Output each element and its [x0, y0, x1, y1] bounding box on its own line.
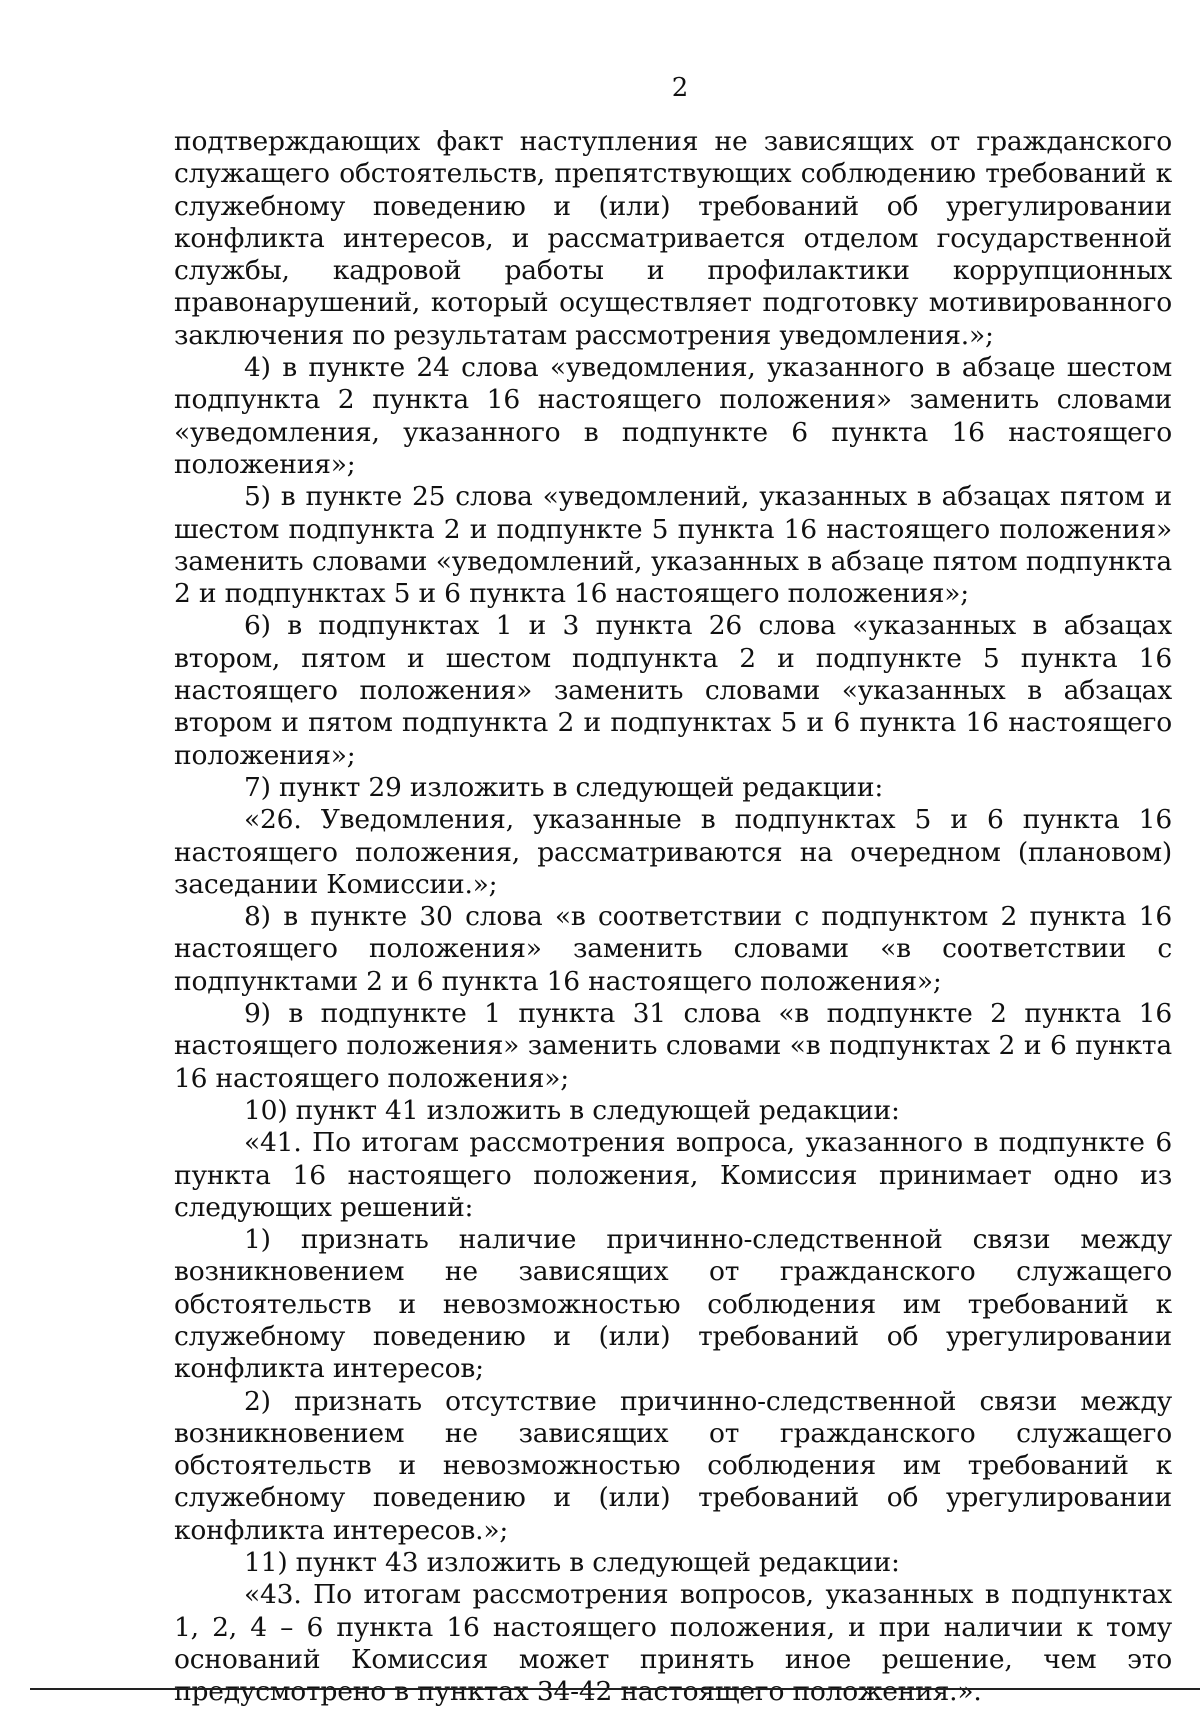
paragraph-item-10: 10) пункт 41 изложить в следующей редакции: [244, 1094, 900, 1126]
paragraph-item-9: 9) в подпункте 1 пункта 31 слова «в подпункте 2 пункта 16 настоящего положения» заменить словами «в подпунктах 2 и 6 пункта 16 настоящего положения»; [174, 998, 1172, 1094]
page-number: 2 [671, 73, 689, 103]
paragraph-quote-26: «26. Уведомления, указанные в подпунктах 5 и 6 пункта 16 настоящего положения, рассматриваются на очередном (плановом) заседании Комиссии.»; [174, 804, 1172, 900]
paragraph-continuation: подтверждающих факт наступления не зависящих от гражданского служащего обстоятельств, препятствующих соблюдению требований к служебному поведению и (или) требований об урегулировании конфликта интересов, и рассматривается отделом государственной службы, кадровой работы и профилактики коррупционных правонарушений, который осуществляет подготовку мотивированного заключения по результатам рассмотрения уведомления.»; [174, 126, 1172, 351]
paragraph-item-8: 8) в пункте 30 слова «в соответствии с подпунктом 2 пункта 16 настоящего положения» заменить словами «в соответствии с подпунктами 2 и 6 пункта 16 настоящего положения»; [174, 901, 1172, 997]
document-body [174, 126, 1172, 1709]
paragraph-item-5: 5) в пункте 25 слова «уведомлений, указанных в абзацах пятом и шестом подпункта 2 и подпункте 5 пункта 16 настоящего положения» заменить словами «уведомлений, указанных в абзаце пятом подпункта 2 и подпунктах 5 и 6 пункта 16 настоящего положения»; [174, 481, 1172, 610]
paragraph-item-11: 11) пункт 43 изложить в следующей редакции: [244, 1547, 900, 1579]
paragraph-item-7: 7) пункт 29 изложить в следующей редакции: [244, 771, 884, 803]
paragraph-quote-41: «41. По итогам рассмотрения вопроса, указанного в подпункте 6 пункта 16 настоящего положения, Комиссия принимает одно из следующих решений: [174, 1127, 1172, 1223]
paragraph-subitem-1: 1) признать наличие причинно-следственной связи между возникновением не зависящих от гражданского служащего обстоятельств и невозможностью соблюдения им требований к служебному поведению и (или) требований об урегулировании конфликта интересов; [174, 1224, 1172, 1385]
paragraph-quote-43: «43. По итогам рассмотрения вопросов, указанных в подпунктах 1, 2, 4 – 6 пункта 16 настоящего положения, и при наличии к тому оснований Комиссия может принять иное решение, чем это предусмотрено в пунктах 34-42 настоящего положения.». [174, 1579, 1172, 1708]
paragraph-item-6: 6) в подпунктах 1 и 3 пункта 26 слова «указанных в абзацах втором, пятом и шестом подпункта 2 и подпункте 5 пункта 16 настоящего положения» заменить словами «указанных в абзацах втором и пятом подпункта 2 и подпунктах 5 и 6 пункта 16 настоящего положения»; [174, 610, 1172, 771]
bottom-divider [30, 1688, 1200, 1690]
paragraph-subitem-2: 2) признать отсутствие причинно-следственной связи между возникновением не зависящих от гражданского служащего обстоятельств и невозможностью соблюдения им требований к служебному поведению и (или) требований об урегулировании конфликта интересов.»; [174, 1385, 1172, 1546]
paragraph-item-4: 4) в пункте 24 слова «уведомления, указанного в абзаце шестом подпункта 2 пункта 16 настоящего положения» заменить словами «уведомления, указанного в подпункте 6 пункта 16 настоящего положения»; [174, 352, 1172, 480]
